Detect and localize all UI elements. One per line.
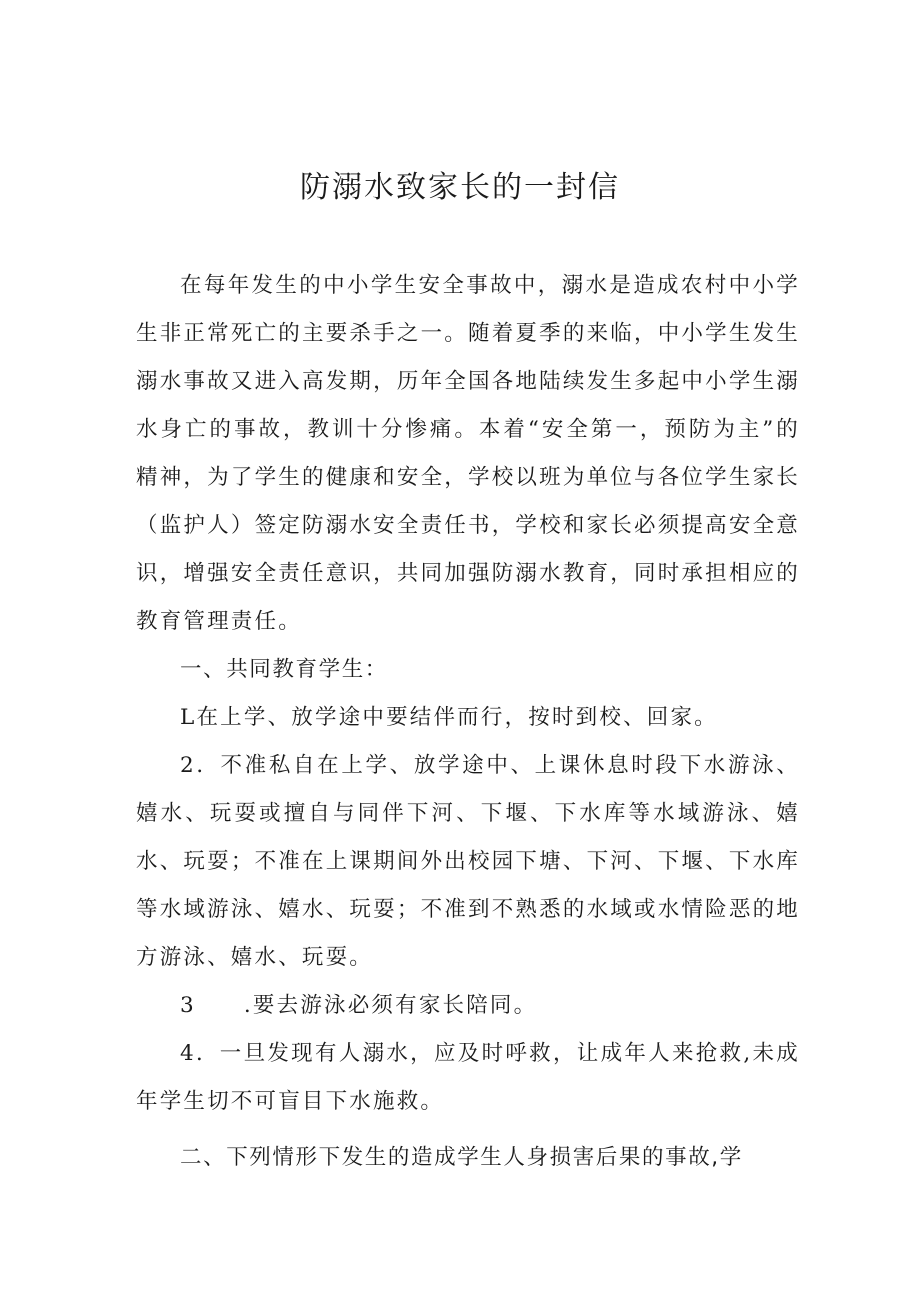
- section1-item-3-text: .要去游泳必须有家长陪同。: [243, 993, 538, 1018]
- section1-item-2: 2．不准私自在上学、放学途中、上课休息时段下水游泳、嬉水、玩耍或擅自与同伴下河、下堰、下水库等水域游泳、嬉水、玩耍；不准在上课期间外出校园下塘、下河、下堰、下水库等水域游泳、嬉水、玩耍；不准到不熟悉的水域或水情险恶的地方游泳、嬉水、玩耍。: [136, 753, 800, 970]
- section1-item-3: [136, 982, 800, 1030]
- section1-heading: 一、共同教育学生：: [180, 657, 388, 682]
- section1-item-4: 4．一旦发现有人溺水，应及时呼救，让成年人来抢救,未成年学生切不可盲目下水施救。: [136, 1041, 800, 1114]
- document-body: [136, 262, 800, 1182]
- section2-heading: 二、下列情形下发生的造成学生人身损害后果的事故,学: [180, 1145, 743, 1170]
- section1-item-3-number: 3: [180, 993, 196, 1018]
- intro-paragraph: 在每年发生的中小学生安全事故中，溺水是造成农村中小学生非正常死亡的主要杀手之一。随着夏季的来临，中小学生发生溺水事故又进入高发期，历年全国各地陆续发生多起中小学生溺水身亡的事故，教训十分惨痛。本着“安全第一，预防为主”的精神，为了学生的健康和安全，学校以班为单位与各位学生家长（监护人）签定防溺水安全责任书，学校和家长必须提高安全意识，增强安全责任意识，共同加强防溺水教育，同时承担相应的教育管理责任。: [136, 273, 800, 634]
- document-title: 防溺水致家长的一封信: [300, 170, 620, 205]
- section1-item-1: L在上学、放学途中要结伴而行，按时到校、回家。: [180, 705, 718, 730]
